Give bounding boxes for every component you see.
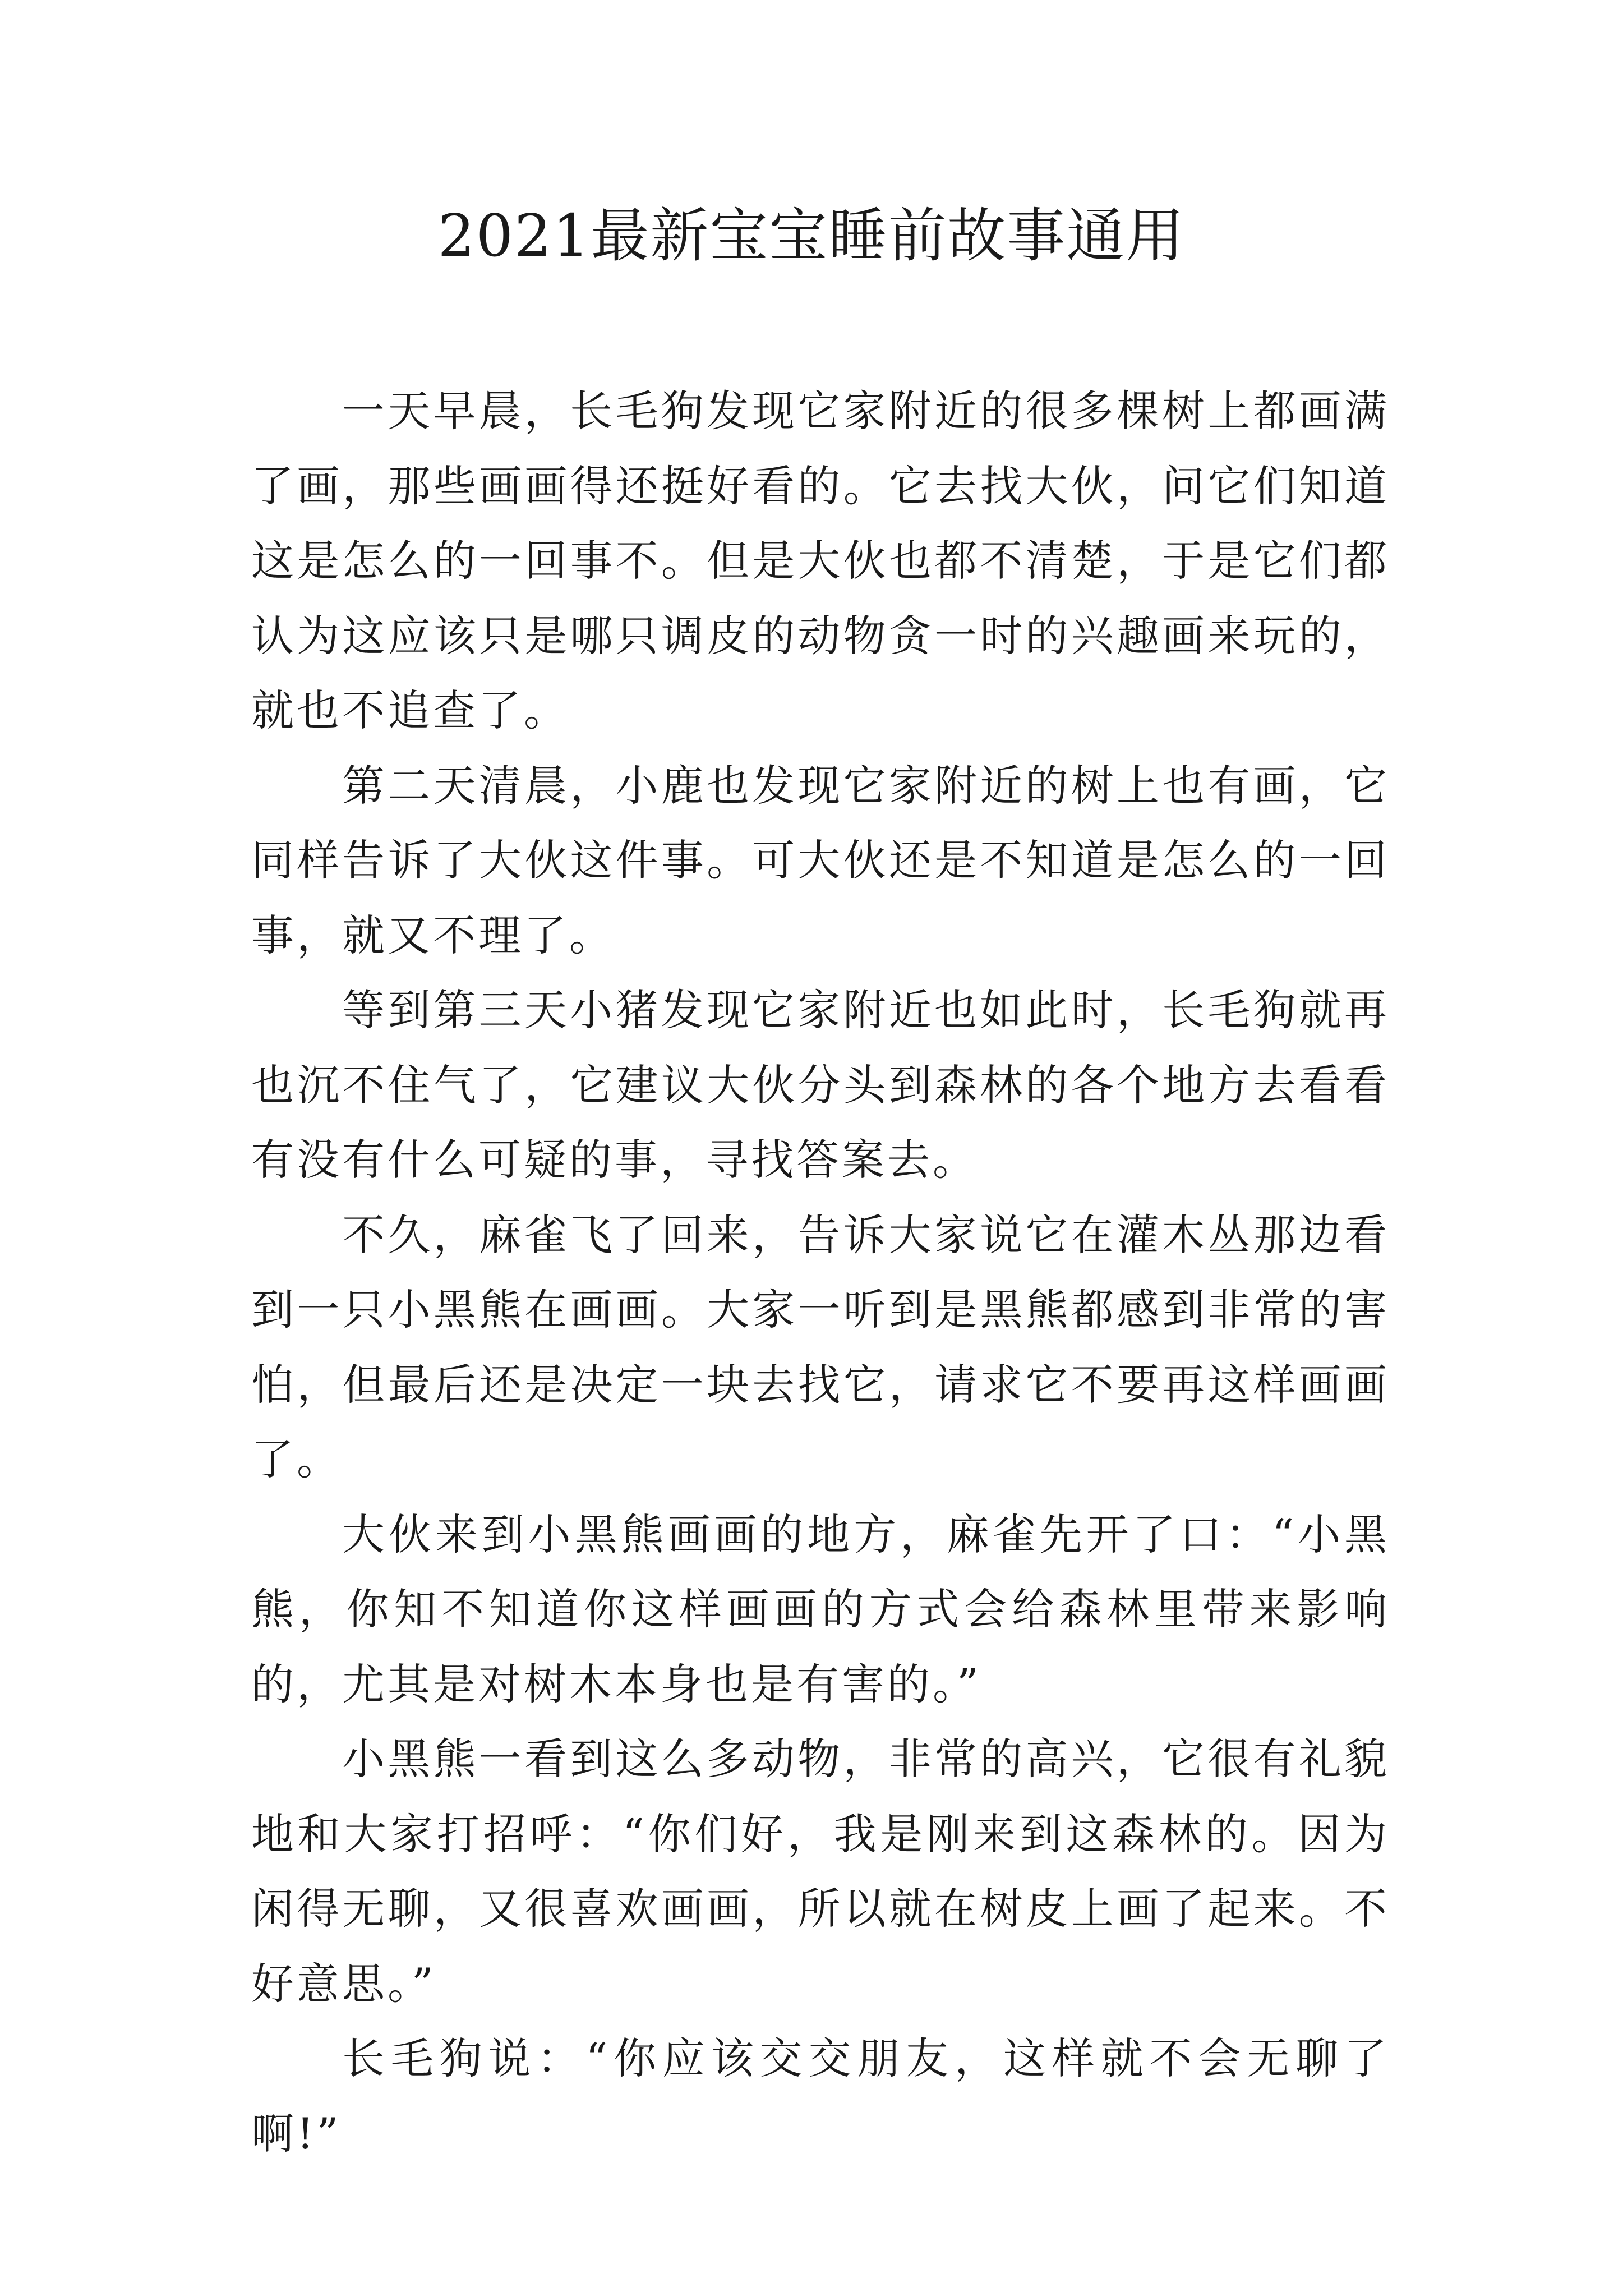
- document-title: 2021最新宝宝睡前故事通用: [437, 201, 1186, 270]
- paragraph: 大伙来到小黑熊画画的地方，麻雀先开了口：“小黑熊，你知不知道你这样画画的方式会给森林里带来影响的，尤其是对树木本身也是有害的。”: [251, 1509, 1390, 1709]
- paragraph: 长毛狗说：“你应该交交朋友，这样就不会无聊了啊!”: [251, 2033, 1390, 2159]
- paragraph: 不久，麻雀飞了回来，告诉大家说它在灌木丛那边看到一只小黑熊在画画。大家一听到是黑熊都感到非常的害怕，但最后还是决定一块去找它，请求它不要再这样画画了。: [251, 1209, 1390, 1484]
- paragraph: 小黑熊一看到这么多动物，非常的高兴，它很有礼貌地和大家打招呼：“你们好，我是刚来到这森林的。因为闲得无聊，又很喜欢画画，所以就在树皮上画了起来。不好意思。”: [251, 1734, 1390, 2009]
- document-body: [251, 374, 1390, 2171]
- paragraph: 一天早晨，长毛狗发现它家附近的很多棵树上都画满了画，那些画画得还挺好看的。它去找大伙，问它们知道这是怎么的一回事不。但是大伙也都不清楚，于是它们都认为这应该只是哪只调皮的动物贪一时的兴趣画来玩的，就也不追查了。: [251, 386, 1390, 735]
- paragraph: 第二天清晨，小鹿也发现它家附近的树上也有画，它同样告诉了大伙这件事。可大伙还是不知道是怎么的一回事，就又不理了。: [251, 760, 1390, 960]
- paragraph: 等到第三天小猪发现它家附近也如此时，长毛狗就再也沉不住气了，它建议大伙分头到森林的各个地方去看看有没有什么可疑的事，寻找答案去。: [251, 985, 1390, 1185]
